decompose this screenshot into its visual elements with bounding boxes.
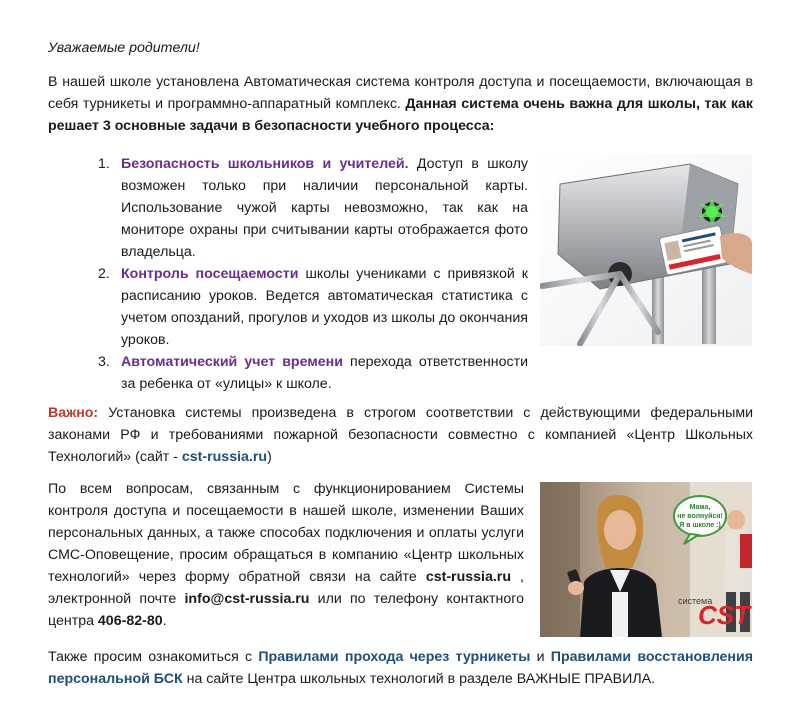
intro-text: В нашей школе установлена Автоматическая система контроля доступа и посещаемости, включающая в себя турникеты и программно-аппаратный комплекс. (48, 74, 753, 112)
turnstile-image (540, 154, 752, 346)
important-paragraph (48, 402, 753, 468)
contacts-paragraph (48, 478, 524, 632)
list-item-number: 1. (98, 156, 110, 172)
site-link[interactable]: cst-russia.ru (181, 449, 268, 465)
important-text: Установка системы произведена в строгом соответствии с действующими федеральными законами РФ и требованиями пожарной безопасности совместно с компанией «Центр Школьных Технологий» (сайт - (48, 405, 753, 465)
contacts-phone: 406-82-80 (97, 613, 163, 629)
list-item-number: 3. (98, 354, 110, 370)
greeting: Уважаемые родители! (48, 40, 200, 56)
list-item-text: перехода ответственности за ребенка от «улицы» к школе. (121, 354, 528, 392)
important-label: Важно: (48, 405, 99, 421)
list-item (98, 351, 528, 395)
list-item-text: школы учениками с привязкой к расписанию уроков. Ведется автоматическая статистика с учетом опозданий, прогулов и уходов из школы до окончания уроков. (121, 266, 528, 348)
contacts-email[interactable]: info@cst-russia.ru (184, 591, 310, 607)
contacts-text: . (162, 613, 167, 629)
contacts-text: , электронной почте (48, 569, 524, 607)
rules-passage-link[interactable]: Правилами прохода через турникеты (258, 649, 531, 665)
list-item-text: Доступ в школу возможен только при наличии персональной карты. Использование чужой карты невозможно, так как на мониторе охраны при считывании карты отображается фото владельца. (121, 156, 528, 260)
outro-text: и (530, 649, 551, 665)
bubble-line-1: Мама, (689, 504, 711, 511)
outro-text: на сайте Центра школьных технологий в разделе ВАЖНЫЕ ПРАВИЛА. (182, 671, 656, 687)
cst-logo: CST (698, 600, 750, 630)
important-tail: ) (267, 449, 272, 465)
contacts-site[interactable]: cst-russia.ru (425, 569, 511, 585)
rules-restore-link[interactable]: Правилами восстановления персональной БСК (48, 649, 754, 687)
contacts-text: или по телефону контактного центра (48, 591, 524, 629)
intro-paragraph (48, 71, 753, 137)
intro-strong: Данная система очень важна для школы, так как решает 3 основные задачи в безопасности учебного процесса: (48, 96, 753, 134)
bubble-line-2: не волнуйся! (677, 513, 723, 520)
list-item (98, 263, 528, 351)
bubble-line-3: Я в школе :) (679, 522, 721, 529)
list-item-number: 2. (98, 266, 110, 282)
list-item (98, 153, 528, 263)
outro-text: Также просим ознакомиться с (48, 649, 259, 665)
promo-photo (540, 482, 752, 637)
list-item-title: Контроль посещаемости (121, 266, 299, 282)
list-item-title: Автоматический учет времени (121, 354, 343, 370)
tasks-list (98, 153, 528, 395)
outro-paragraph (48, 646, 753, 690)
list-item-title: Безопасность школьников и учителей. (121, 156, 409, 172)
brand-prefix: система (678, 596, 713, 606)
contacts-text: По всем вопросам, связанным с функционированием Системы контроля доступа и посещаемости в нашей школе, изменении Ваших персональных данных, а также способах подключения и оплаты услуги СМС-Оповещение, просим обращаться в компанию «Центр школьных технологий» через форму обратной связи на сайте (48, 481, 524, 585)
